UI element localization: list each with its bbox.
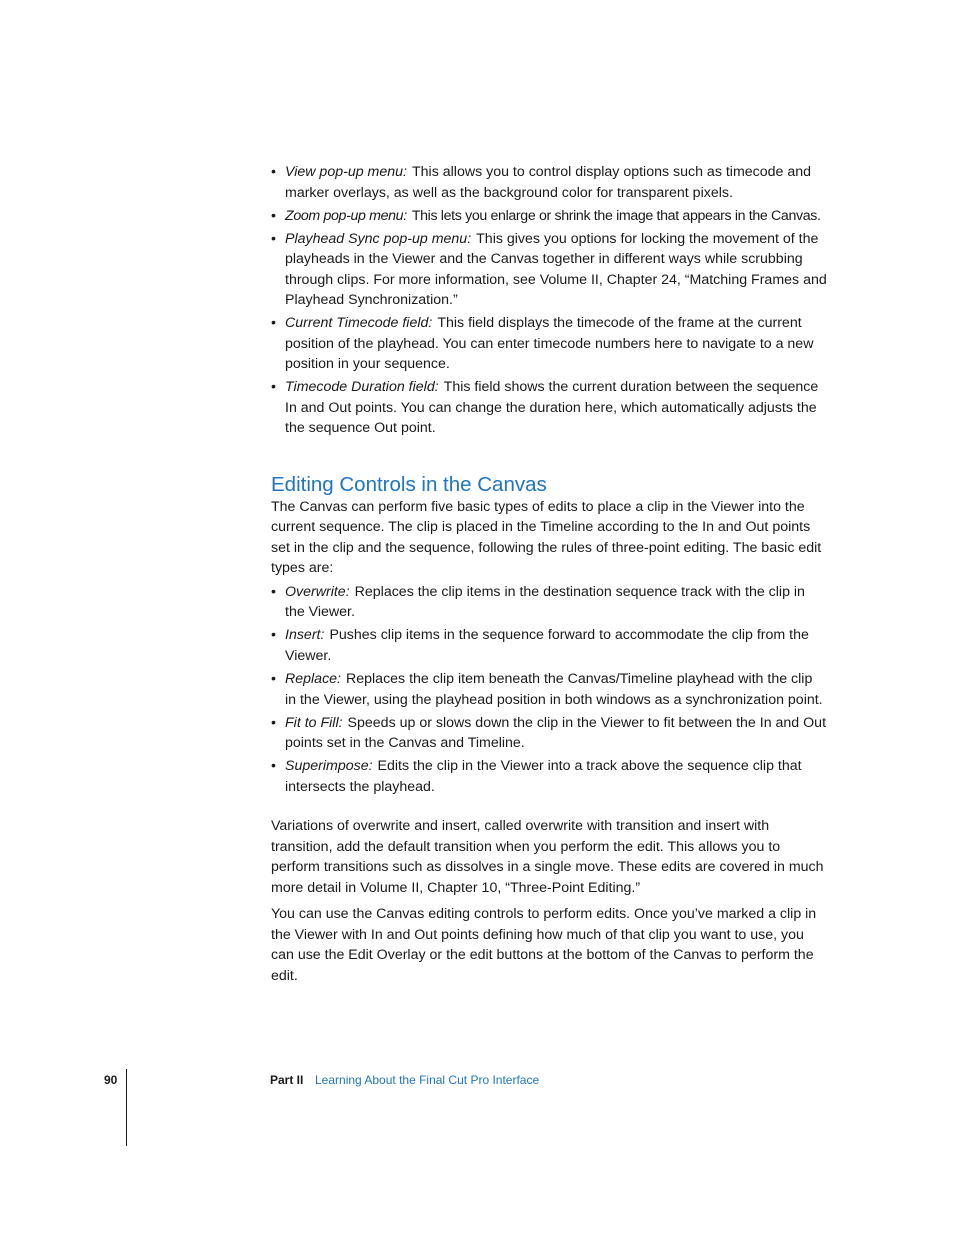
bullet-glyph: •	[271, 164, 276, 180]
list-item-text: This lets you enlarge or shrink the image that appears in the Canvas.	[411, 207, 821, 224]
list-item-text: This field shows the current duration between the sequence In and Out points. You can change the duration here, which automatically adjusts the the sequence Out point.	[285, 379, 819, 437]
list-item	[271, 625, 827, 666]
list-item	[271, 229, 827, 311]
list-item-text: This field displays the timecode of the frame at the current position of the playhead. You can enter timecode numbers here to navigate to a new position in your sequence.	[285, 315, 814, 373]
list-item	[271, 313, 827, 375]
list-item-term: View pop-up menu:	[285, 164, 407, 180]
list-item	[271, 756, 827, 797]
bullet-glyph: •	[271, 714, 276, 731]
list-item-term: Fit to Fill:	[285, 714, 343, 731]
footer-part-label: Part II	[270, 1073, 304, 1087]
bullet-glyph: •	[271, 758, 276, 775]
list-item-term: Overwrite:	[285, 583, 350, 600]
body-paragraph: Variations of overwrite and insert, called overwrite with transition and insert with transition, add the default transition when you perform the edit. This allows you to perform transitions such as dissolves in a single move. These edits are covered in much more detail in Volume II, Chapter 10, “Three-Point Editing.”	[271, 818, 824, 896]
page-number: 90	[104, 1073, 118, 1087]
list-item-text: Pushes clip items in the sequence forward to accommodate the clip from the Viewer.	[285, 627, 809, 664]
list-item	[271, 206, 827, 227]
bullet-glyph: •	[271, 230, 276, 247]
bullet-glyph: •	[271, 627, 276, 644]
edit-types-list	[271, 582, 827, 797]
list-item	[271, 669, 827, 710]
list-item-term: Superimpose:	[285, 758, 373, 775]
list-item-term: Timecode Duration field:	[285, 379, 439, 396]
list-item-term: Current Timecode field:	[285, 315, 433, 332]
list-item	[271, 582, 827, 623]
page-content	[271, 162, 827, 986]
body-paragraph: You can use the Canvas editing controls to perform edits. Once you’ve marked a clip in the Viewer with In and Out points defining how much of that clip you want to use, you can use the Edit Overlay or the edit buttons at the bottom of the Canvas to perform the edit.	[271, 906, 817, 984]
list-item-term: Playhead Sync pop-up menu:	[285, 230, 472, 247]
bullet-glyph: •	[271, 671, 276, 688]
list-item-text: This allows you to control display options such as timecode and marker overlays, as well as the background color for transparent pixels.	[285, 164, 812, 201]
section-heading: Editing Controls in the Canvas	[271, 472, 547, 496]
list-item-term: Insert:	[285, 627, 325, 644]
list-item-term: Replace:	[285, 671, 341, 688]
section-intro: The Canvas can perform five basic types of edits to place a clip in the Viewer into the current sequence. The clip is placed in the Timeline according to the In and Out points set in the clip and the sequence, following the rules of three-point editing. The basic edit types are:	[271, 498, 822, 577]
bullet-glyph: •	[271, 379, 276, 396]
list-item	[271, 713, 827, 754]
list-item-text: This gives you options for locking the movement of the playheads in the Viewer and the Canvas together in different ways while scrubbing through clips. For more information, see Volume II, Chapter 24, “Matching Frames and Playhead Synchronization.”	[285, 230, 827, 309]
list-item	[271, 162, 827, 203]
bullet-glyph: •	[271, 207, 276, 224]
footer-divider	[126, 1069, 127, 1146]
bullet-glyph: •	[271, 315, 276, 332]
list-item-text: Speeds up or slows down the clip in the Viewer to fit between the In and Out points set in the Canvas and Timeline.	[285, 714, 827, 752]
list-item-text: Replaces the clip item beneath the Canvas/Timeline playhead with the clip in the Viewer, using the playhead position in both windows as a synchronization point.	[285, 671, 823, 708]
footer-part-title: Learning About the Final Cut Pro Interface	[315, 1073, 540, 1087]
list-item	[271, 377, 827, 439]
list-item-term: Zoom pop-up menu:	[285, 207, 407, 224]
bullet-glyph: •	[271, 583, 276, 600]
list-item-text: Edits the clip in the Viewer into a track above the sequence clip that intersects the playhead.	[285, 758, 802, 795]
list-item-text: Replaces the clip items in the destination sequence track with the clip in the Viewer.	[285, 583, 805, 621]
canvas-controls-list	[271, 162, 827, 439]
